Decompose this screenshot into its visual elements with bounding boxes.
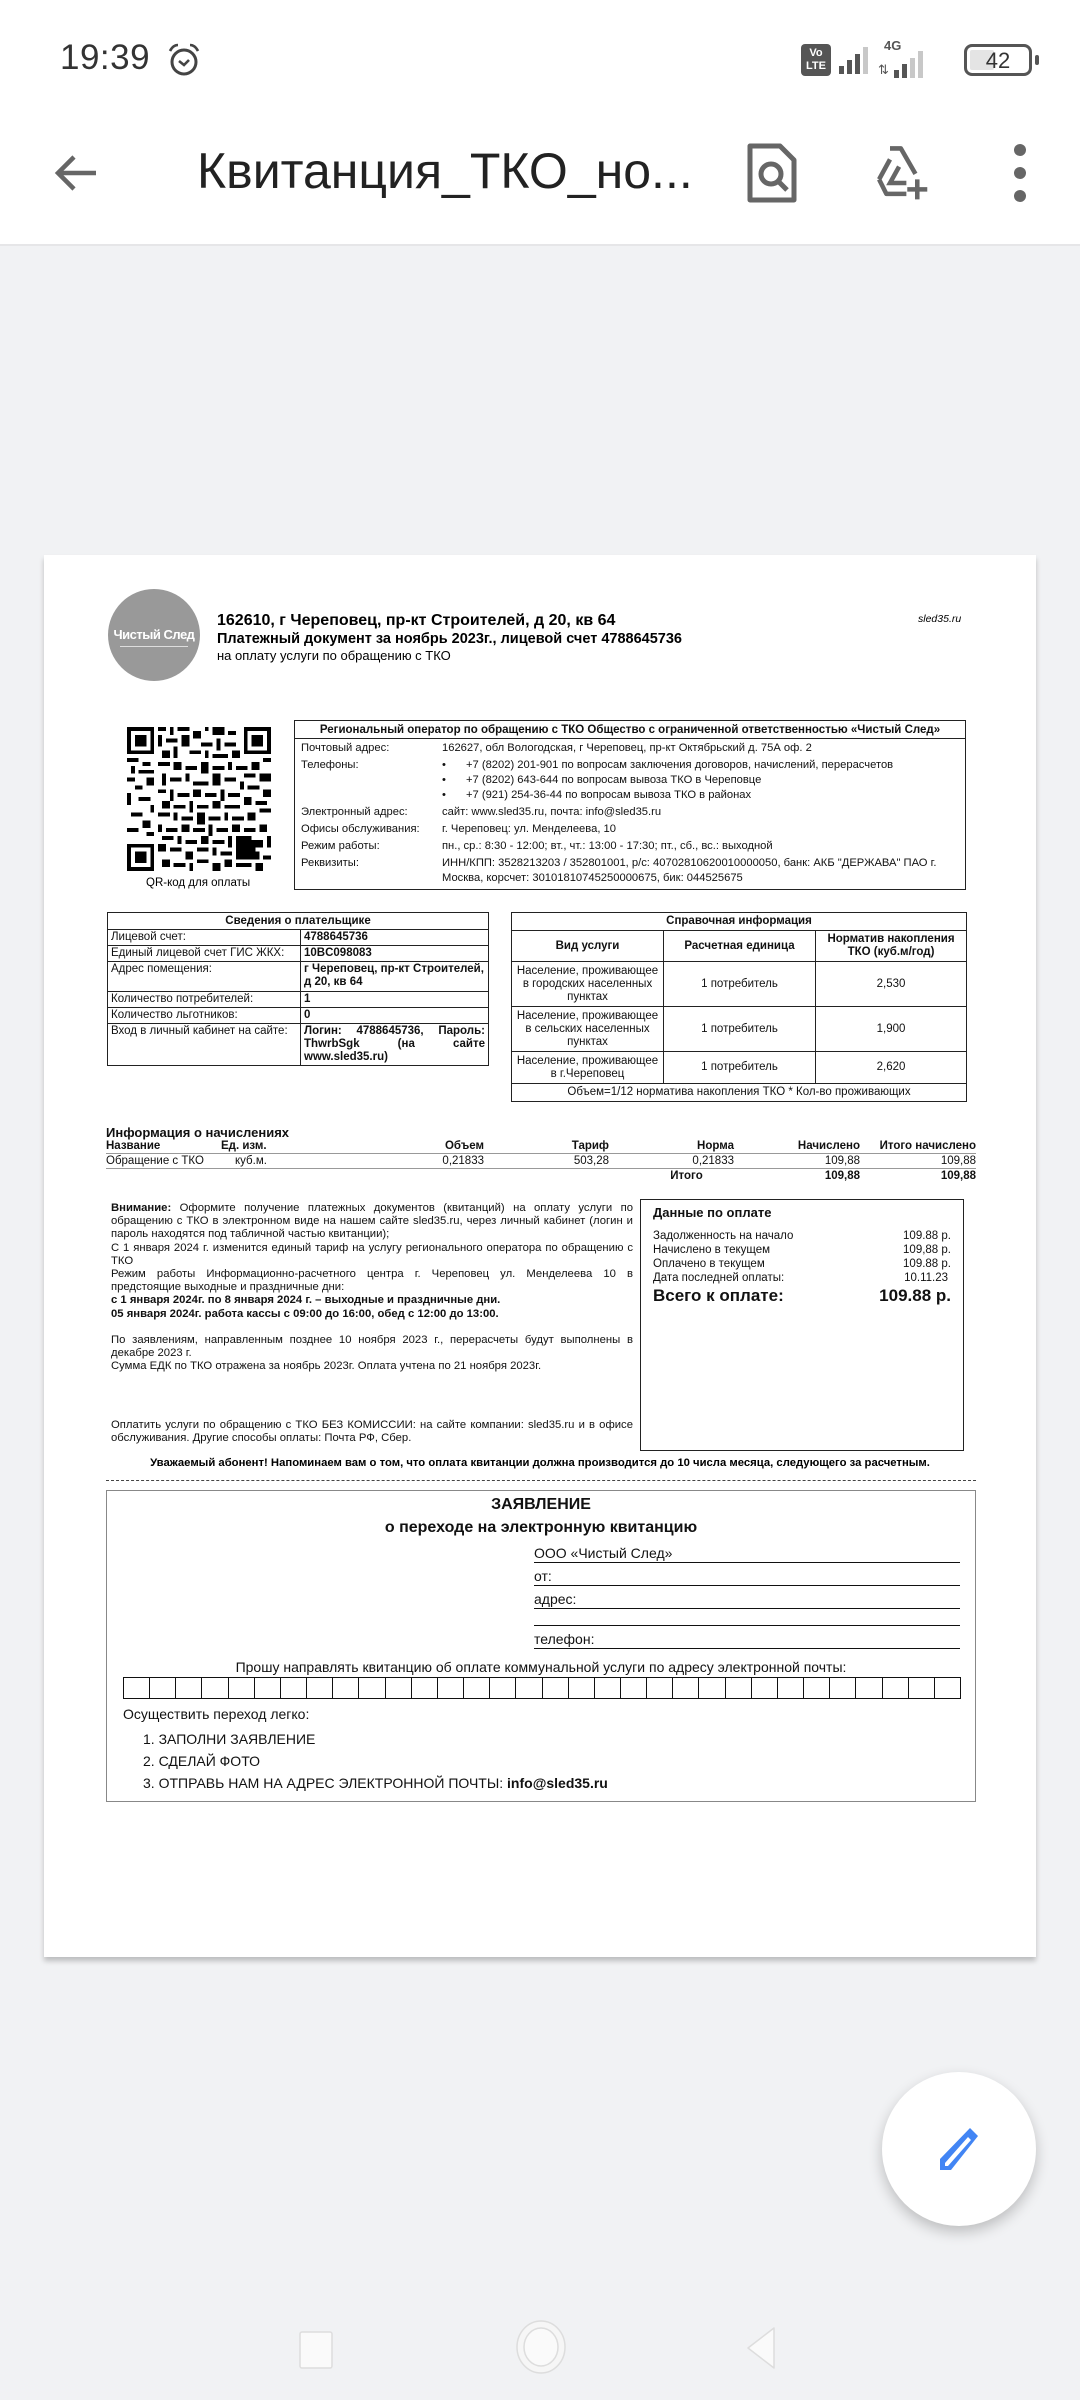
payment-row: Дата последней оплаты: 10.11.23 xyxy=(653,1272,948,1284)
search-in-document-icon[interactable] xyxy=(742,140,802,206)
more-options-icon[interactable] xyxy=(996,140,1044,206)
battery-icon: 42 xyxy=(964,44,1032,76)
home-icon[interactable] xyxy=(514,2318,568,2376)
table-row: Количество потребителей: 1 xyxy=(108,992,489,1008)
operator-title: Региональный оператор по обращению с ТКО Общество с ограниченной ответственностью «Чистый След» xyxy=(295,721,965,739)
pencil-icon xyxy=(934,2124,984,2174)
status-icons xyxy=(801,38,1032,78)
back-arrow-icon[interactable] xyxy=(50,146,104,200)
requisites: ИНН/КПП: 3528213203 / 352801001, р/с: 40702810620010000050, банк: АКБ "ДЕРЖАВА" ПАО г. Москва, корсчет: 30101810745250000675, бик: 044525675 xyxy=(442,857,937,884)
signal-icon-sim2: 4G ⇅ xyxy=(876,42,946,78)
status-bar xyxy=(0,0,1080,120)
table-row: Адрес помещения: г Череповец, пр-кт Строителей, д 20, кв 64 xyxy=(108,962,489,992)
gis-account: 10BC098083 xyxy=(301,946,489,962)
contact-email: info@sled35.ru xyxy=(507,1775,608,1791)
recipient-field: ООО «Чистый След» xyxy=(534,1545,960,1563)
payment-data-title: Данные по оплате xyxy=(653,1205,772,1220)
table-row: Население, проживающее в городских населенных пунктах 1 потребитель 2,530 xyxy=(512,962,967,1007)
notice-text: Внимание: Оформите получение платежных документов (квитанций) на оплату услуги по обращению с ТКО в электронном виде на нашем сайте sled35.ru, через личный кабинет (логин и пароль находятся под табличной частью квитанции); С 1 января 2024 г. изменится единый тариф на услугу регионального оператора по обращению с ТКО Режим работы Информационно-расчетного центра г. Череповец ул. Менделеева 10 в предстоящие выходные и праздничные дни: с 1 января 2024г. по 8 января 2024 г. – выходные и праздничные дни. 05 января 2024г. работа кассы с 09:00 до 16:00, обед с 12:00 до 13:00. По заявлениям, направленным позднее 10 ноября 2023 г., перерасчеты будут выполнены в декабре 2023 г. Сумма ЕДК по ТКО отражена за ноябрь 2023г. Оплата учтена по 21 ноября 2023г. xyxy=(111,1202,633,1373)
email-input-cells xyxy=(123,1677,961,1699)
table-row: Население, проживающее в г.Череповец 1 потребитель 2,620 xyxy=(512,1052,967,1084)
document-title: Квитанция_ТКО_но... xyxy=(197,143,693,199)
phone-item: • +7 (8202) 201-901 по вопросам заключения договоров, начислений, перерасчетов xyxy=(442,758,959,773)
payment-row: Начислено в текущем 109,88 р. xyxy=(653,1244,951,1256)
phone-item: • +7 (921) 254-36-44 по вопросам вывоза ТКО в районах xyxy=(442,788,959,803)
back-nav-icon[interactable] xyxy=(744,2326,778,2370)
payer-info-table xyxy=(107,912,489,1066)
account-number: 4788645736 xyxy=(301,930,489,946)
cut-line xyxy=(106,1480,976,1481)
payment-document-title: Платежный документ за ноябрь 2023г., лицевой счет 4788645736 xyxy=(217,631,682,647)
edit-fab-button[interactable] xyxy=(882,2072,1036,2226)
e-receipt-application-form xyxy=(106,1490,976,1802)
volte-icon: Vo LTE xyxy=(801,44,831,76)
clock: 19:39 xyxy=(60,38,151,77)
email-address: сайт: www.sled35.ru, почта: info@sled35.ru xyxy=(442,806,662,818)
address-field-line2 xyxy=(534,1609,960,1626)
postal-address: 162627, обл Вологодская, г Череповец, пр-кт Октябрьский д. 75А оф. 2 xyxy=(442,742,812,754)
table-row: Лицевой счет: 4788645736 xyxy=(108,930,489,946)
charges-table: Название Ед. изм. Объем Тариф Норма Начислено Итого начислено Обращение с ТКО куб.м. 0,21833 503,28 0,21833 109,88 109,88 Итого 109,88 109,88 xyxy=(106,1140,976,1182)
qr-caption: QR-код для оплаты xyxy=(146,877,251,889)
consumers-count: 1 xyxy=(301,992,489,1008)
table-row: Обращение с ТКО куб.м. 0,21833 503,28 0,21833 109,88 109,88 xyxy=(106,1155,976,1167)
email-request-text: Прошу направлять квитанцию об оплате коммунальной услуги по адресу электронной почты: xyxy=(235,1659,847,1675)
payment-document-subtitle: на оплату услуги по обращению с ТКО xyxy=(217,648,451,663)
step-item: 3. ОТПРАВЬ НАМ НА АДРЕС ЭЛЕКТРОННОЙ ПОЧТЫ: info@sled35.ru xyxy=(143,1775,608,1791)
phone-list xyxy=(442,758,959,803)
reference-table-title: Справочная информация xyxy=(512,913,967,931)
beneficiaries-count: 0 xyxy=(301,1008,489,1024)
phone-item: • +7 (8202) 643-644 по вопросам вывоза ТКО в Череповце xyxy=(442,773,959,788)
payment-row: Оплачено в текущем 109.88 р. xyxy=(653,1258,951,1270)
charges-section xyxy=(106,1125,976,1183)
payer-table-title: Сведения о плательщике xyxy=(108,913,489,930)
total-due: Всего к оплате: 109.88 р. xyxy=(653,1286,951,1305)
app-bar xyxy=(0,120,1080,246)
payer-address-heading: 162610, г Череповец, пр-кт Строителей, д 20, кв 64 xyxy=(217,612,616,629)
charges-title: Информация о начислениях xyxy=(106,1125,290,1140)
table-row: Вход в личный кабинет на сайте: Логин: 4788645736, Пароль: ThwrbSgk (на сайте www.sled35.ru) xyxy=(108,1024,489,1066)
system-navigation-bar xyxy=(0,2300,1080,2400)
recent-apps-icon[interactable] xyxy=(298,2330,334,2370)
address-field: адрес: xyxy=(534,1591,960,1609)
offices: г. Череповец: ул. Менделеева, 10 xyxy=(442,823,616,835)
login-credentials: Логин: 4788645736, Пароль: ThwrbSgk (на сайте www.sled35.ru) xyxy=(301,1024,489,1066)
company-logo: Чистый След xyxy=(108,589,200,681)
alarm-icon xyxy=(166,42,202,78)
working-hours: пн., ср.: 8:30 - 12:00; вт., чт.: 13:00 - 17:30; пт., сб., вс.: выходной xyxy=(442,840,773,852)
qr-code xyxy=(127,727,271,871)
payment-row: Задолженность на начало 109.88 р. xyxy=(653,1230,951,1242)
from-field: от: xyxy=(534,1568,960,1586)
application-title: ЗАЯВЛЕНИЕ xyxy=(491,1496,591,1513)
premises-address: г Череповец, пр-кт Строителей, д 20, кв 64 xyxy=(301,962,489,992)
step-item: 2. СДЕЛАЙ ФОТО xyxy=(143,1753,261,1769)
phone-field: телефон: xyxy=(534,1631,960,1649)
table-row: Население, проживающее в сельских населенных пунктах 1 потребитель 1,900 xyxy=(512,1007,967,1052)
payment-data-box xyxy=(640,1199,964,1451)
payment-methods-text: Оплатить услуги по обращению с ТКО БЕЗ КОМИССИИ: на сайте компании: sled35.ru и в офисе обслуживания. Другие способы оплаты: Почта РФ, Сбер. xyxy=(111,1419,633,1445)
signal-icon-sim1 xyxy=(839,46,868,74)
volume-formula: Объем=1/12 норматива накопления ТКО * Кол-во проживающих xyxy=(512,1084,967,1102)
step-item: 1. ЗАПОЛНИ ЗАЯВЛЕНИЕ xyxy=(143,1731,316,1747)
reference-info-table: Справочная информация Вид услуги Расчетная единица Норматив накопления ТКО (куб.м/год) Население, проживающее в городских населенных пунктах 1 потребитель 2,530 Население, проживающее в сельских населенных пунктах 1 потребитель 1,900 Население, проживающее в г.Череповец 1 потребитель 2,620 Объем=1/12 норматива накопления ТКО * Кол-во проживающих xyxy=(511,912,967,1102)
pdf-page[interactable] xyxy=(44,555,1036,1957)
payment-reminder: Уважаемый абонент! Напоминаем вам о том, что оплата квитанции должна производится до 10 числа месяца, следующего за расчетным. xyxy=(150,1457,930,1469)
add-to-drive-icon[interactable] xyxy=(870,140,930,206)
table-row: Количество льготников: 0 xyxy=(108,1008,489,1024)
total-row: Итого 109,88 109,88 xyxy=(670,1170,976,1182)
site-tag: sled35.ru xyxy=(918,613,962,625)
operator-info-box: Региональный оператор по обращению с ТКО Общество с ограниченной ответственностью «Чистый След» Почтовый адрес: 162627, обл Вологодская, г Череповец, пр-кт Октябрьский д. 75А оф. 2 Телефоны: • +7 (8202) 201-901 по вопросам заключения договоров, начислений, перерасчетов • +7 (8202) 643-644 по вопросам вывоза ТКО в Череповце • +7 (921) 254-36-44 по вопросам вывоза ТКО в районах Электронный адрес: сайт: www.sled35.ru, почта: info@sled35.ru Офисы обслуживания: г. Череповец: ул. Менделеева, 10 Режим работы: пн., ср.: 8:30 - 12:00; вт., чт.: 13:00 - 17:30; пт., сб., вс.: выходной Реквизиты: ИНН/КПП: 3528213203 / 352801001, р/с: 40702810620010000050, банк: АКБ "ДЕРЖАВА" ПАО г. Москва, корсчет: 30101810745250000675, бик: 044525675 xyxy=(294,720,966,890)
table-row: Единый лицевой счет ГИС ЖКХ: 10BC098083 xyxy=(108,946,489,962)
application-subtitle: о переходе на электронную квитанцию xyxy=(384,1519,698,1536)
ease-text: Осуществить переход легко: xyxy=(123,1706,310,1722)
steps-list xyxy=(143,1728,608,1794)
total-due-amount: 109.88 р. xyxy=(879,1286,951,1305)
